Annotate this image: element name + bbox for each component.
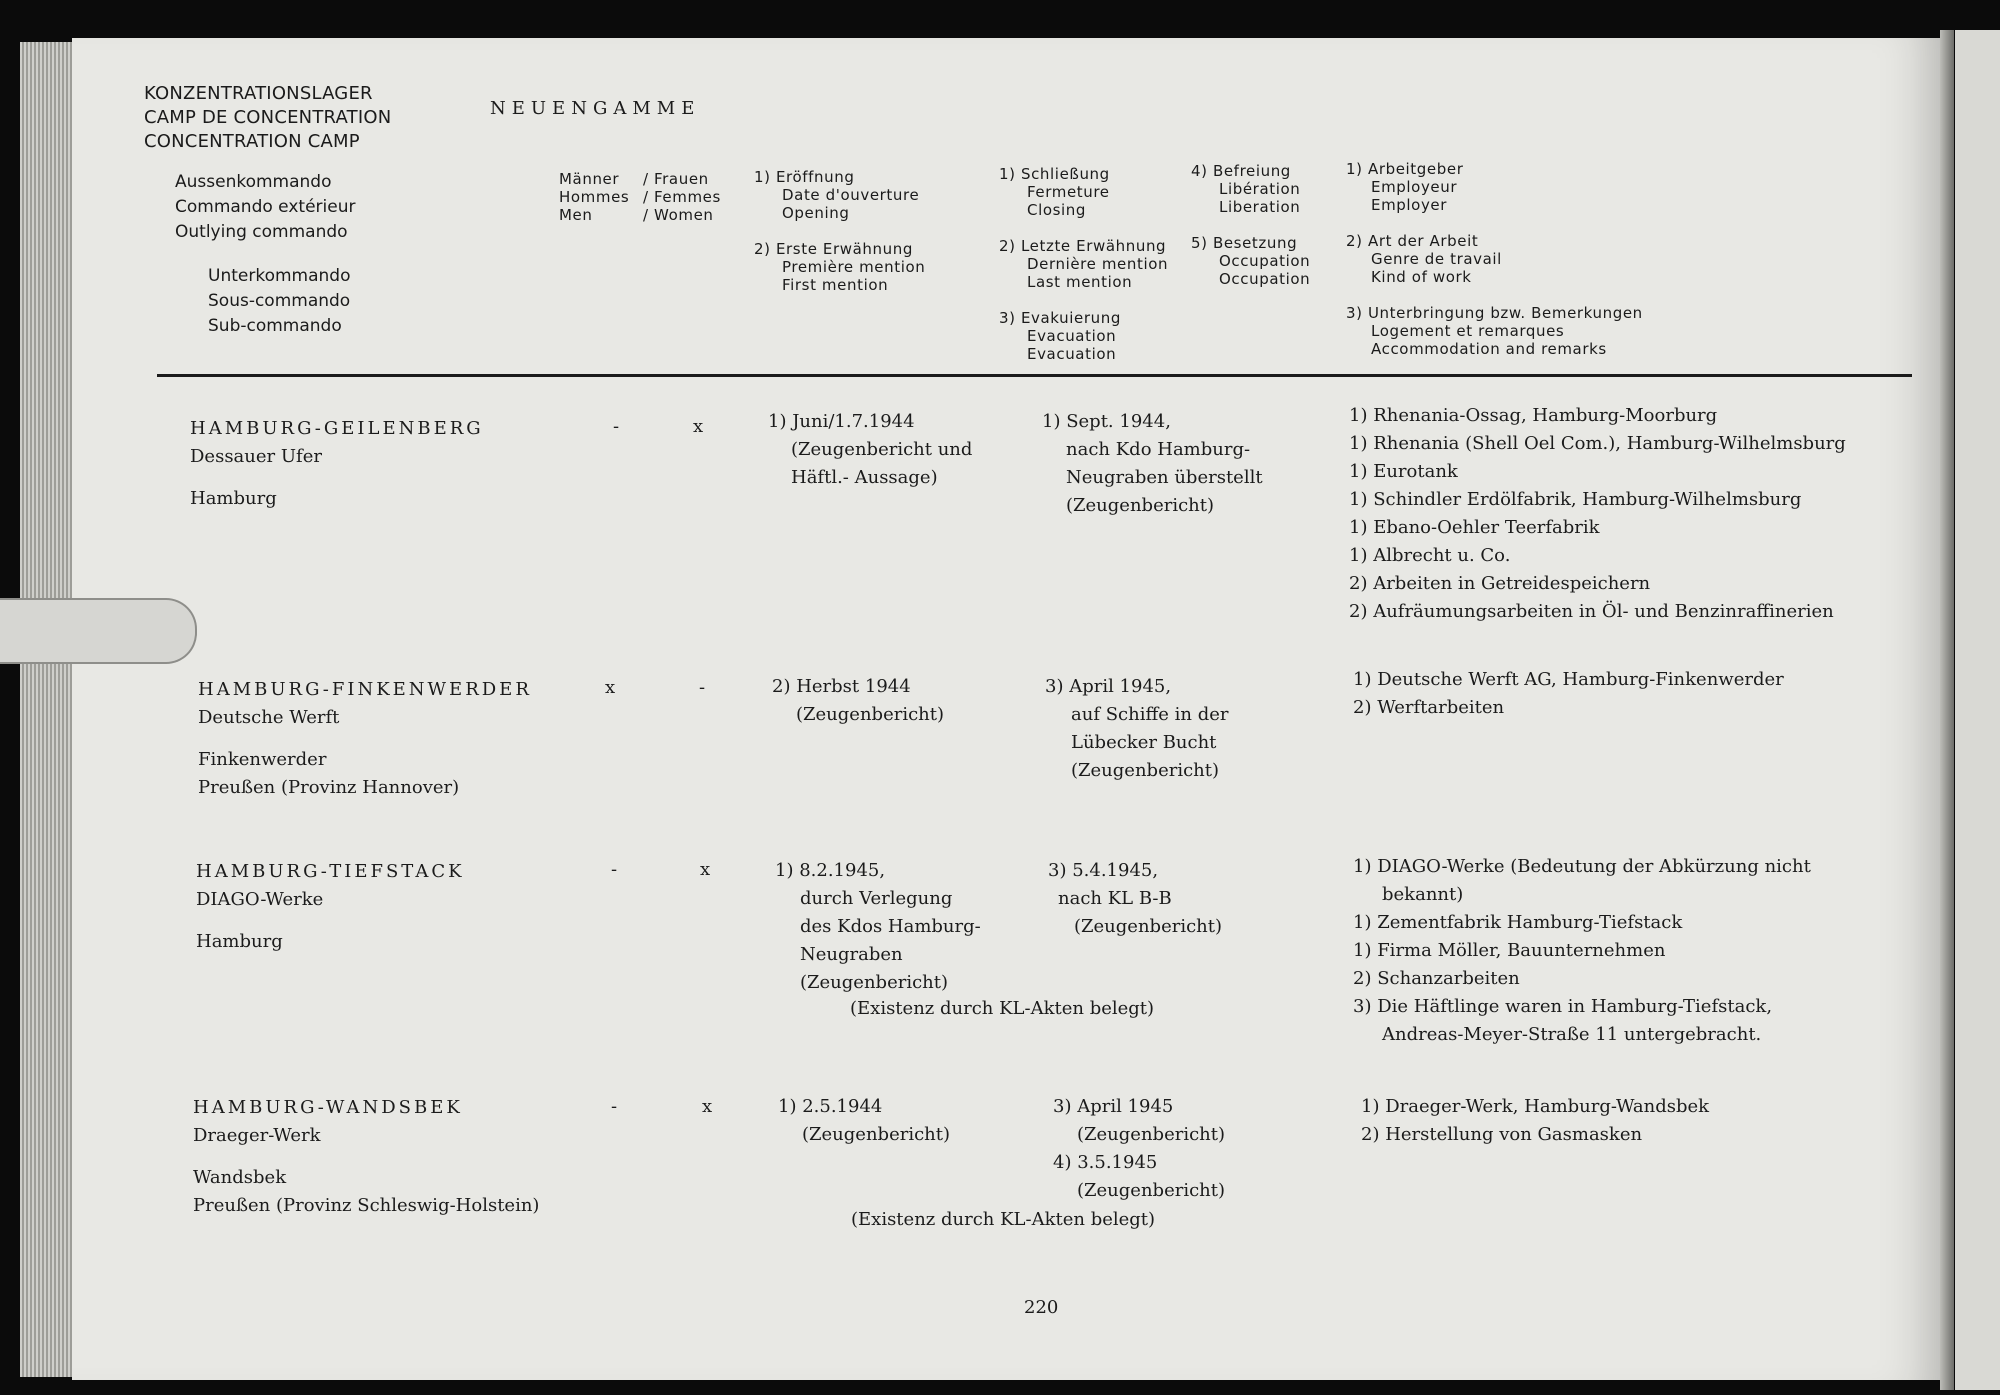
work-item: 1) DIAGO-Werke (Bedeutung der Abkürzung nicht <box>1353 856 1811 877</box>
camp-type-line: KONZENTRATIONSLAGER <box>144 83 373 104</box>
opening-legend <box>754 168 925 294</box>
entry-wandsbek <box>193 1094 539 1220</box>
closing-legend <box>999 165 1168 363</box>
label-line: Commando extérieur <box>175 197 356 217</box>
camp-sub: Dessauer Ufer <box>190 446 322 467</box>
camp-sub: Draeger-Werk <box>193 1125 321 1146</box>
camp-type-line: CONCENTRATION CAMP <box>144 131 360 152</box>
cell-line: 1) 2.5.1944 <box>778 1096 883 1117</box>
work-item: Andreas-Meyer-Straße 11 untergebracht. <box>1382 1024 1762 1045</box>
work-item: 1) Zementfabrik Hamburg-Tiefstack <box>1353 912 1683 933</box>
cell-line: (Zeugenbericht und <box>791 439 973 460</box>
opening-cell <box>775 857 981 997</box>
work-item: 1) Draeger-Werk, Hamburg-Wandsbek <box>1361 1096 1710 1117</box>
legend-line: Employeur <box>1371 178 1458 196</box>
camp-place: Hamburg <box>190 488 277 509</box>
camp-name-entry: HAMBURG-TIEFSTACK <box>196 861 465 882</box>
legend-line: 3) Evakuierung <box>999 309 1121 327</box>
camp-place: Hamburg <box>196 931 283 952</box>
legend-line: 4) Befreiung <box>1191 162 1291 180</box>
work-item: 2) Arbeiten in Getreidespeichern <box>1349 573 1651 594</box>
cell-line: nach KL B-B <box>1058 888 1172 909</box>
legend-line: Evacuation <box>1027 327 1117 345</box>
camp-type-line: CAMP DE CONCENTRATION <box>144 107 392 128</box>
work-item: 1) Ebano-Oehler Teerfabrik <box>1349 517 1600 538</box>
work-item: 3) Die Häftlinge waren in Hamburg-Tiefstack, <box>1353 996 1773 1017</box>
label-line: Outlying commando <box>175 222 348 242</box>
cell-line: 1) Juni/1.7.1944 <box>768 411 915 432</box>
entry-tiefstack <box>196 858 465 956</box>
legend-line: Fermeture <box>1027 183 1110 201</box>
camp-place: Finkenwerder <box>198 749 327 770</box>
legend-line: Liberation <box>1219 198 1301 216</box>
camp-name-entry: HAMBURG-GEILENBERG <box>190 418 484 439</box>
legend-line: 1) Eröffnung <box>754 168 855 186</box>
cell-line: 3) April 1945 <box>1053 1096 1174 1117</box>
cell-line: (Zeugenbericht) <box>796 704 945 725</box>
camp-place: Preußen (Provinz Hannover) <box>198 777 460 798</box>
cell-line: 3) 5.4.1945, <box>1048 860 1159 881</box>
page-tab-marker <box>0 598 197 664</box>
liberation-legend <box>1191 162 1310 288</box>
legend-line: 1) Arbeitgeber <box>1346 160 1464 178</box>
label-line: Unterkommando <box>208 266 351 286</box>
women-mark: x <box>700 859 711 880</box>
legend-line: / Women <box>643 206 714 224</box>
work-item: 2) Werftarbeiten <box>1353 697 1505 718</box>
legend-line: Première mention <box>782 258 926 276</box>
cell-line: 4) 3.5.1945 <box>1053 1152 1158 1173</box>
legend-line: Evacuation <box>1027 345 1117 363</box>
women-mark: x <box>693 416 704 437</box>
legend-line: Libération <box>1219 180 1301 198</box>
label-line: Sub-commando <box>208 316 342 336</box>
aussenkommando-label <box>175 170 355 245</box>
legend-line: Employer <box>1371 196 1448 214</box>
women-legend <box>643 170 721 224</box>
label-line: Aussenkommando <box>175 172 332 192</box>
employer-legend <box>1346 160 1643 358</box>
opening-cell <box>768 408 972 492</box>
legend-line: Dernière mention <box>1027 255 1169 273</box>
work-list <box>1349 402 1846 626</box>
unterkommando-label <box>208 264 350 339</box>
women-mark: x <box>702 1096 713 1117</box>
work-item: 1) Schindler Erdölfabrik, Hamburg-Wilhelmsburg <box>1349 489 1802 510</box>
work-item: 1) Firma Möller, Bauunternehmen <box>1353 940 1666 961</box>
work-item: 1) Deutsche Werft AG, Hamburg-Finkenwerder <box>1353 669 1784 690</box>
header-divider <box>157 374 1912 377</box>
work-item: 2) Schanzarbeiten <box>1353 968 1520 989</box>
cell-line: nach Kdo Hamburg- <box>1066 439 1251 460</box>
legend-line: Hommes <box>559 188 630 206</box>
cell-line: 3) April 1945, <box>1045 676 1172 697</box>
legend-line: Last mention <box>1027 273 1133 291</box>
legend-line: / Frauen <box>643 170 709 188</box>
cell-line: (Zeugenbericht) <box>1077 1124 1226 1145</box>
men-mark: - <box>613 416 620 437</box>
legend-line: Occupation <box>1219 252 1311 270</box>
work-item: bekannt) <box>1382 884 1464 905</box>
cell-line: (Zeugenbericht) <box>1074 916 1223 937</box>
legend-line: Men <box>559 206 593 224</box>
men-mark: x <box>605 677 616 698</box>
page-number: 220 <box>1024 1297 1059 1318</box>
legend-line: Opening <box>782 204 850 222</box>
camp-name-entry: HAMBURG-WANDSBEK <box>193 1097 463 1118</box>
men-mark: - <box>611 859 618 880</box>
closing-cell <box>1053 1093 1225 1205</box>
women-mark: - <box>699 677 706 698</box>
closing-cell <box>1042 408 1263 520</box>
cell-line: (Zeugenbericht) <box>1071 760 1220 781</box>
camp-place: Wandsbek <box>193 1167 287 1188</box>
legend-line: 1) Schließung <box>999 165 1110 183</box>
existence-note: (Existenz durch KL-Akten belegt) <box>851 1209 1156 1230</box>
cell-line: (Zeugenbericht) <box>1066 495 1215 516</box>
work-list <box>1361 1093 1709 1149</box>
closing-cell <box>1048 857 1222 941</box>
cell-line: Lübecker Bucht <box>1071 732 1217 753</box>
cell-line: des Kdos Hamburg- <box>800 916 981 937</box>
camp-sub: Deutsche Werft <box>198 707 340 728</box>
camp-name: NEUENGAMME <box>490 98 701 119</box>
legend-line: / Femmes <box>643 188 721 206</box>
work-list <box>1353 853 1811 1049</box>
legend-line: Logement et remarques <box>1371 322 1565 340</box>
cell-line: 2) Herbst 1944 <box>772 676 911 697</box>
camp-sub: DIAGO-Werke <box>196 889 324 910</box>
cell-line: (Zeugenbericht) <box>800 972 949 993</box>
cell-line: Häftl.- Aussage) <box>791 467 938 488</box>
cell-line: 1) Sept. 1944, <box>1042 411 1171 432</box>
cell-line: (Zeugenbericht) <box>1077 1180 1226 1201</box>
work-item: 1) Rhenania-Ossag, Hamburg-Moorburg <box>1349 405 1718 426</box>
legend-line: 2) Erste Erwähnung <box>754 240 913 258</box>
cell-line: (Zeugenbericht) <box>802 1124 951 1145</box>
legend-line: Genre de travail <box>1371 250 1502 268</box>
entry-geilenberg <box>190 415 484 513</box>
opening-cell <box>778 1093 950 1149</box>
legend-line: 2) Art der Arbeit <box>1346 232 1479 250</box>
camp-name-entry: HAMBURG-FINKENWERDER <box>198 679 532 700</box>
work-item: 1) Rhenania (Shell Oel Com.), Hamburg-Wilhelmsburg <box>1349 433 1846 454</box>
work-item: 2) Aufräumungsarbeiten in Öl- und Benzinraffinerien <box>1349 601 1834 622</box>
cell-line: durch Verlegung <box>800 888 953 909</box>
legend-line: Date d'ouverture <box>782 186 920 204</box>
camp-type-heading <box>144 82 391 154</box>
legend-line: Closing <box>1027 201 1087 219</box>
cell-line: 1) 8.2.1945, <box>775 860 886 881</box>
facing-page-edge <box>1955 30 2000 1390</box>
legend-line: First mention <box>782 276 889 294</box>
legend-line: Occupation <box>1219 270 1311 288</box>
entry-finkenwerder <box>198 676 532 802</box>
cell-line: Neugraben überstellt <box>1066 467 1263 488</box>
legend-line: 3) Unterbringung bzw. Bemerkungen <box>1346 304 1643 322</box>
existence-note: (Existenz durch KL-Akten belegt) <box>850 998 1155 1019</box>
legend-line: Accommodation and remarks <box>1371 340 1607 358</box>
work-item: 2) Herstellung von Gasmasken <box>1361 1124 1643 1145</box>
cell-line: Neugraben <box>800 944 903 965</box>
men-legend <box>559 170 629 224</box>
camp-place: Preußen (Provinz Schleswig-Holstein) <box>193 1195 540 1216</box>
book-gutter <box>1940 30 1954 1390</box>
legend-line: Männer <box>559 170 620 188</box>
legend-line: Kind of work <box>1371 268 1472 286</box>
work-item: 1) Eurotank <box>1349 461 1458 482</box>
cell-line: auf Schiffe in der <box>1071 704 1229 725</box>
work-item: 1) Albrecht u. Co. <box>1349 545 1511 566</box>
label-line: Sous-commando <box>208 291 351 311</box>
legend-line: 5) Besetzung <box>1191 234 1298 252</box>
work-list <box>1353 666 1784 722</box>
men-mark: - <box>611 1096 618 1117</box>
opening-cell <box>772 673 944 729</box>
closing-cell <box>1045 673 1228 785</box>
legend-line: 2) Letzte Erwähnung <box>999 237 1167 255</box>
